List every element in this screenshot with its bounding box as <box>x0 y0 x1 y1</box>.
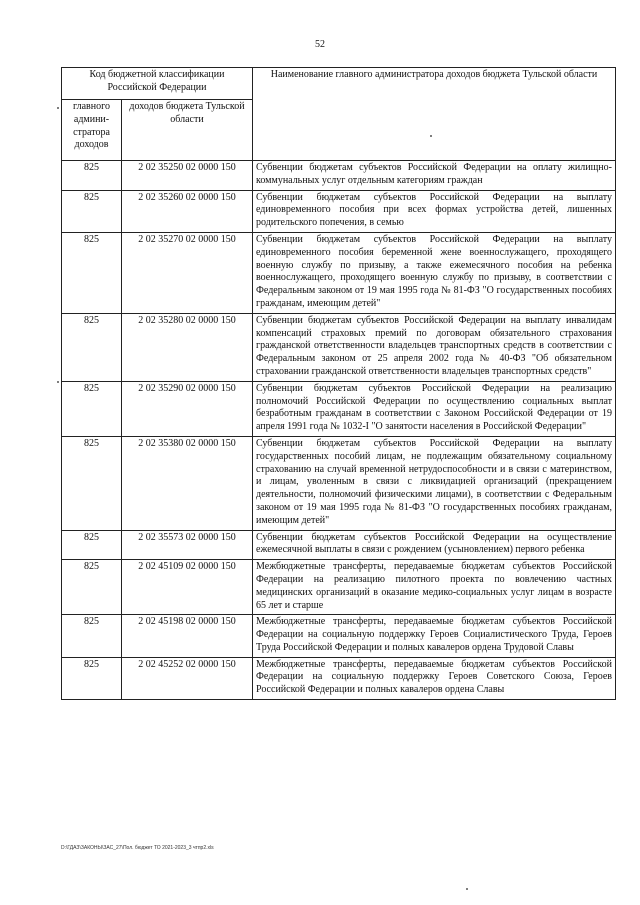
table-row <box>62 381 616 436</box>
income-code-cell: 2 02 35573 02 0000 150 <box>122 530 253 560</box>
table-row <box>62 530 616 560</box>
table-body <box>62 161 616 700</box>
header-income-col: доходов бюджета Тульской области <box>122 100 253 161</box>
income-code-cell: 2 02 35260 02 0000 150 <box>122 190 253 232</box>
admin-code-cell: 825 <box>62 560 122 615</box>
scan-speck <box>57 381 59 383</box>
table-row <box>62 161 616 191</box>
admin-code-cell: 825 <box>62 657 122 699</box>
header-code-group: Код бюджетной классификации Российской Федерации <box>62 68 253 100</box>
table-row <box>62 615 616 657</box>
header-admin-col: главного админи-стратора доходов <box>62 100 122 161</box>
income-code-cell: 2 02 35280 02 0000 150 <box>122 313 253 381</box>
income-code-cell: 2 02 35250 02 0000 150 <box>122 161 253 191</box>
scan-speck <box>466 888 468 890</box>
income-code-cell: 2 02 35270 02 0000 150 <box>122 232 253 313</box>
budget-classification-table <box>61 67 616 700</box>
income-description-cell: Субвенции бюджетам субъектов Российской Федерации на выплату единовременного пособия беременной жене военнослужащего, проходящего военную службу по призыву, а также ежемесячного пособия на ребенка военнослужащего, проходящего военную службу по призыву, в соответствии с Федеральным законом от 19 мая 1995 года № 81-ФЗ "О государственных пособиях гражданам, имеющим детей" <box>253 232 616 313</box>
admin-code-cell: 825 <box>62 313 122 381</box>
income-code-cell: 2 02 45198 02 0000 150 <box>122 615 253 657</box>
table-row <box>62 436 616 530</box>
admin-code-cell: 825 <box>62 436 122 530</box>
table-row <box>62 560 616 615</box>
income-description-cell: Межбюджетные трансферты, передаваемые бюджетам субъектов Российской Федерации на социальную поддержку Героев Социалистического Труда, Героев Труда Российской Федерации и полных кавалеров ордена Трудовой Славы <box>253 615 616 657</box>
admin-code-cell: 825 <box>62 615 122 657</box>
admin-code-cell: 825 <box>62 161 122 191</box>
income-code-cell: 2 02 35290 02 0000 150 <box>122 381 253 436</box>
scan-speck <box>57 107 59 109</box>
page-number: 52 <box>315 39 325 50</box>
income-code-cell: 2 02 45109 02 0000 150 <box>122 560 253 615</box>
file-path-footer: D:\ГДАЗ\ЗАКОНЫ\ЗАС_27\Пол. бюджет ТО 2021-2023_3 чтпр2.xls <box>61 845 214 851</box>
table-row <box>62 190 616 232</box>
admin-code-cell: 825 <box>62 381 122 436</box>
income-description-cell: Межбюджетные трансферты, передаваемые бюджетам субъектов Российской Федерации на реализацию пилотного проекта по вовлечению частных медицинских организаций в оказание медико-социальных услуг лицам в возрасте 65 лет и старше <box>253 560 616 615</box>
admin-code-cell: 825 <box>62 530 122 560</box>
income-description-cell: Субвенции бюджетам субъектов Российской Федерации на выплату единовременного пособия при всех формах устройства детей, лишенных родительского попечения, в семью <box>253 190 616 232</box>
income-description-cell: Субвенции бюджетам субъектов Российской Федерации на оплату жилищно-коммунальных услуг отдельным категориям граждан <box>253 161 616 191</box>
admin-code-cell: 825 <box>62 190 122 232</box>
admin-code-cell: 825 <box>62 232 122 313</box>
income-description-cell: Субвенции бюджетам субъектов Российской Федерации на выплату государственных пособий лицам, не подлежащим обязательному социальному страхованию на случай временной нетрудоспособности и в связи с материнством, и лицам, уволенным в связи с ликвидацией организаций (прекращением деятельности, полномочий физическими лицами), в соответствии с Федеральным законом от 19 мая 1995 года № 81-ФЗ "О государственных пособиях гражданам, имеющим детей" <box>253 436 616 530</box>
income-description-cell: Субвенции бюджетам субъектов Российской Федерации на осуществление ежемесячной выплаты в связи с рождением (усыновлением) первого ребенка <box>253 530 616 560</box>
income-code-cell: 2 02 45252 02 0000 150 <box>122 657 253 699</box>
income-description-cell: Субвенции бюджетам субъектов Российской Федерации на реализацию полномочий Российской Федерации по осуществлению социальных выплат безработным гражданам в соответствии с Законом Российской Федерации от 19 апреля 1991 года № 1032-I "О занятости населения в Российской Федерации" <box>253 381 616 436</box>
income-code-cell: 2 02 35380 02 0000 150 <box>122 436 253 530</box>
table-row <box>62 232 616 313</box>
table-header-row <box>62 68 616 100</box>
header-admin-name: Наименование главного администратора доходов бюджета Тульской области <box>253 68 616 161</box>
table-row <box>62 657 616 699</box>
income-description-cell: Субвенции бюджетам субъектов Российской Федерации на выплату инвалидам компенсаций страховых премий по договорам обязательного страхования гражданской ответственности владельцев транспортных средств в соответствии с Федеральным законом от 25 апреля 2002 года № 40-ФЗ "Об обязательном страховании гражданской ответственности владельцев транспортных средств" <box>253 313 616 381</box>
scan-speck <box>430 135 432 137</box>
income-description-cell: Межбюджетные трансферты, передаваемые бюджетам субъектов Российской Федерации на социальную поддержку Героев Советского Союза, Героев Российской Федерации и полных кавалеров ордена Славы <box>253 657 616 699</box>
table-row <box>62 313 616 381</box>
